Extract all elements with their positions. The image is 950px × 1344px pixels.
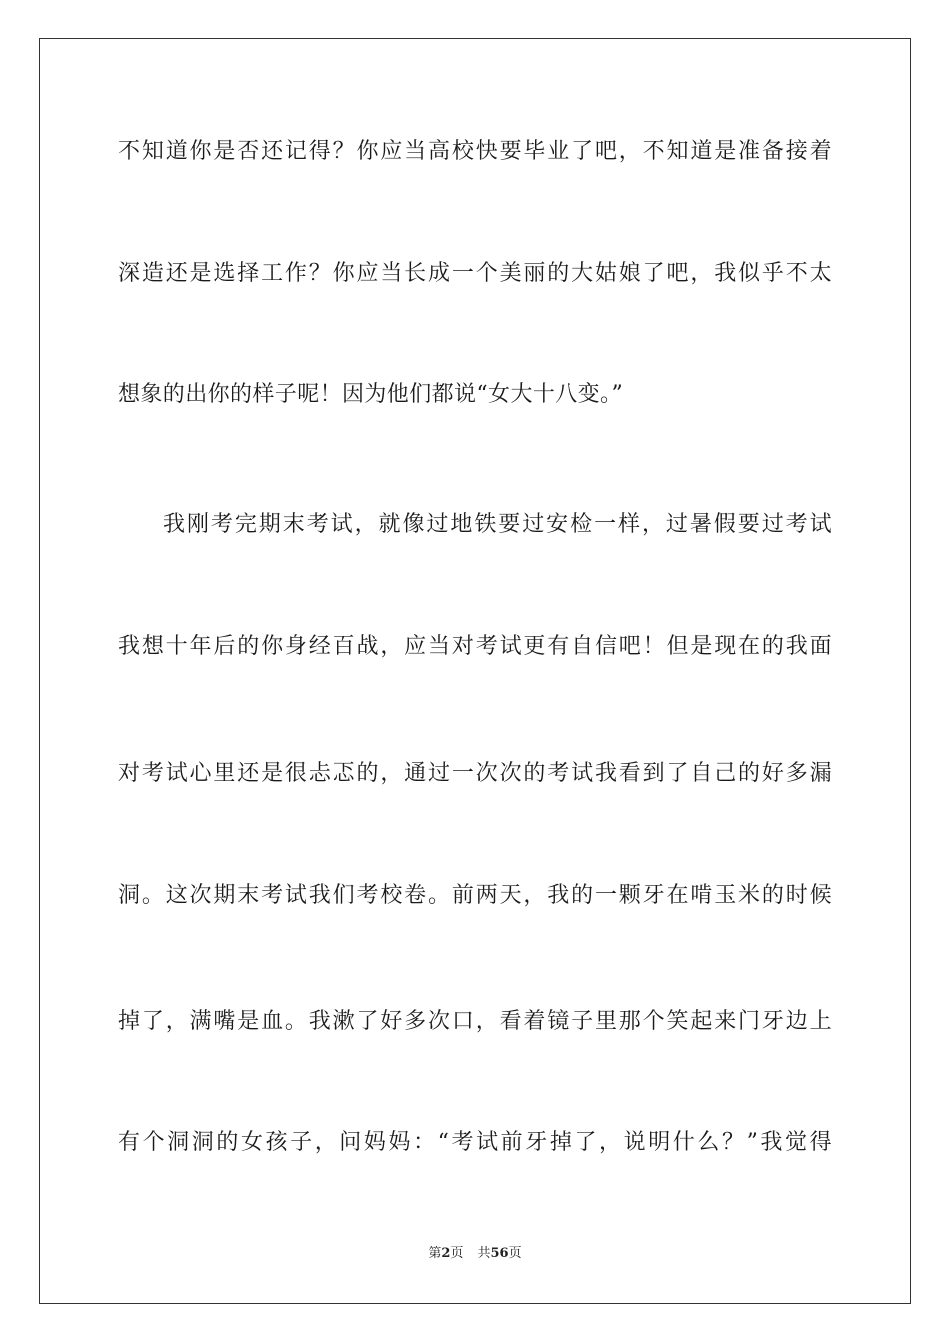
body-line-5: 我想十年后的你身经百战，应当对考试更有自信吧！但是现在的我面 [118,634,832,659]
total-prefix: 共 [477,1246,491,1261]
page-number: 2 [441,1246,451,1261]
body-line-7: 洞。这次期末考试我们考校卷。前两天，我的一颗牙在啃玉米的时候 [118,883,832,908]
page-border [39,38,911,1304]
body-line-6: 对考试心里还是很忐忑的，通过一次次的考试我看到了自己的好多漏 [118,761,832,786]
page-prefix: 第 [428,1246,442,1261]
total-pages: 56 [490,1246,509,1261]
body-line-9: 有个洞洞的女孩子，问妈妈：“考试前牙掉了，说明什么？”我觉得 [118,1130,832,1155]
body-line-4: 我刚考完期末考试，就像过地铁要过安检一样，过暑假要过考试 [163,512,832,537]
body-line-2: 深造还是选择工作？你应当长成一个美丽的大姑娘了吧，我似乎不太 [118,261,832,286]
body-line-1: 不知道你是否还记得？你应当高校快要毕业了吧，不知道是准备接着 [118,139,832,164]
total-suffix: 页 [508,1246,522,1261]
page-suffix: 页 [450,1246,464,1261]
body-line-8: 掉了，满嘴是血。我漱了好多次口，看着镜子里那个笑起来门牙边上 [118,1009,832,1034]
body-line-3: 想象的出你的样子呢！因为他们都说“女大十八变。” [118,382,624,407]
page-footer [0,1245,950,1263]
